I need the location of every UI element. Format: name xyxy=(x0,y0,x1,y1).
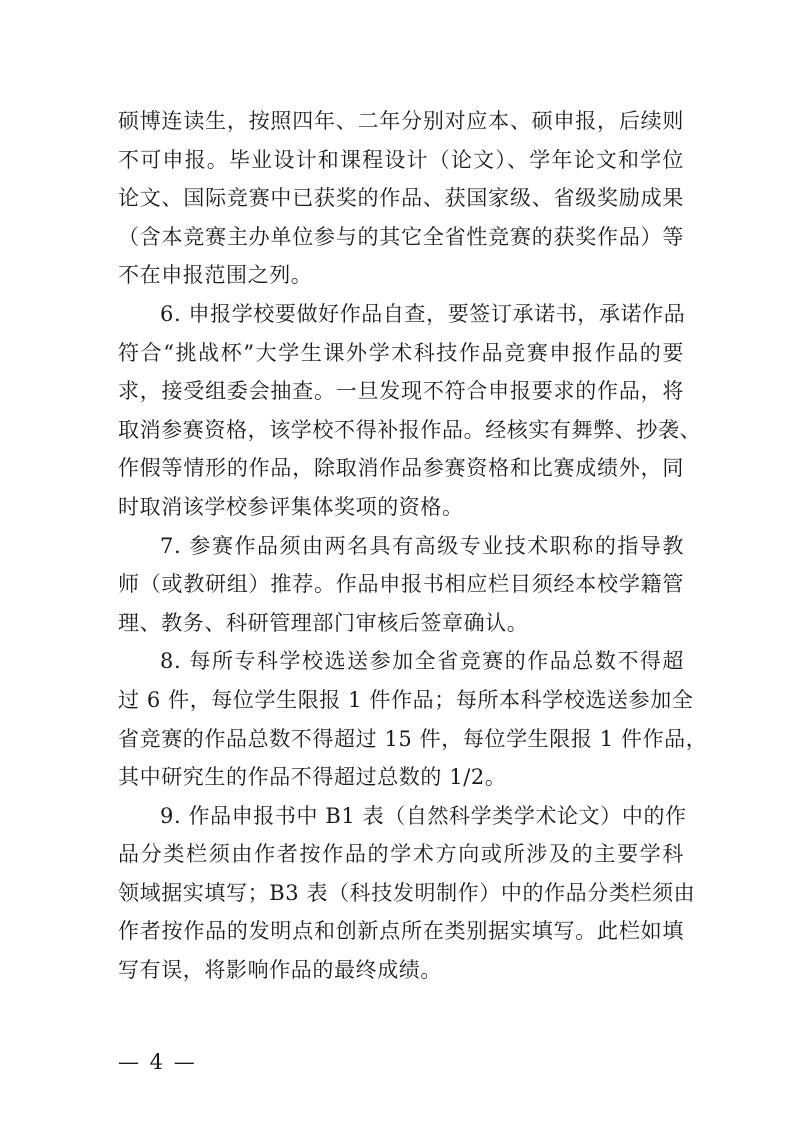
paragraph-item-8 xyxy=(118,642,708,796)
text-line: 过 6 件，每位学生限报 1 件作品；每所本科学校选送参加全 xyxy=(118,687,694,712)
text-line: 省竞赛的作品总数不得超过 15 件，每位学生限报 1 件作品， xyxy=(118,726,708,751)
text-line: 符合“挑战杯”大学生课外学术科技作品竞赛申报作品的要 xyxy=(118,340,684,365)
text-line: 师（或教研组）推荐。作品申报书相应栏目须经本校学籍管 xyxy=(118,572,684,597)
paragraph-item-9 xyxy=(118,797,696,990)
text-line: 不可申报。毕业设计和课程设计（论文）、学年论文和学位 xyxy=(118,147,684,172)
text-line: 8. 每所专科学校选送参加全省竞赛的作品总数不得超 xyxy=(160,649,684,674)
text-line: 作者按作品的发明点和创新点所在类别据实填写。此栏如填 xyxy=(118,919,684,944)
paragraph-item-7 xyxy=(118,527,684,643)
text-line: 论文、国际竞赛中已获奖的作品、获国家级、省级奖励成果 xyxy=(118,186,684,211)
text-line: 理、教务、科研管理部门审核后签章确认。 xyxy=(118,610,529,635)
text-line: 求，接受组委会抽查。一旦发现不符合申报要求的作品，将 xyxy=(118,379,684,404)
text-line: 其中研究生的作品不得超过总数的 1/2。 xyxy=(118,765,507,790)
text-line: 作假等情形的作品，除取消作品参赛资格和比赛成绩外，同 xyxy=(118,456,684,481)
text-line: 9. 作品申报书中 B1 表（自然科学类学术论文）中的作 xyxy=(160,803,687,828)
text-line: 7. 参赛作品须由两名具有高级专业技术职称的指导教 xyxy=(160,533,684,558)
page-number: — 4 — xyxy=(118,1050,197,1074)
text-line: 时取消该学校参评集体奖项的资格。 xyxy=(118,494,464,519)
text-line: 写有误，将影响作品的最终成绩。 xyxy=(118,958,442,983)
document-body xyxy=(118,102,708,990)
text-line: 取消参赛资格，该学校不得补报作品。经核实有舞弊、抄袭、 xyxy=(118,417,702,442)
text-line: 硕博连读生，按照四年、二年分别对应本、硕申报，后续则 xyxy=(118,109,684,133)
text-line: 不在申报范围之列。 xyxy=(118,263,313,288)
text-line: 领域据实填写；B3 表（科技发明制作）中的作品分类栏须由 xyxy=(118,880,696,905)
paragraph-continuation xyxy=(118,102,684,295)
paragraph-item-6 xyxy=(118,295,702,527)
text-line: 品分类栏须由作者按作品的学术方向或所涉及的主要学科 xyxy=(118,842,684,867)
text-line: 6. 申报学校要做好作品自查，要签订承诺书，承诺作品 xyxy=(160,301,686,326)
text-line: （含本竞赛主办单位参与的其它全省性竞赛的获奖作品）等 xyxy=(118,224,684,249)
